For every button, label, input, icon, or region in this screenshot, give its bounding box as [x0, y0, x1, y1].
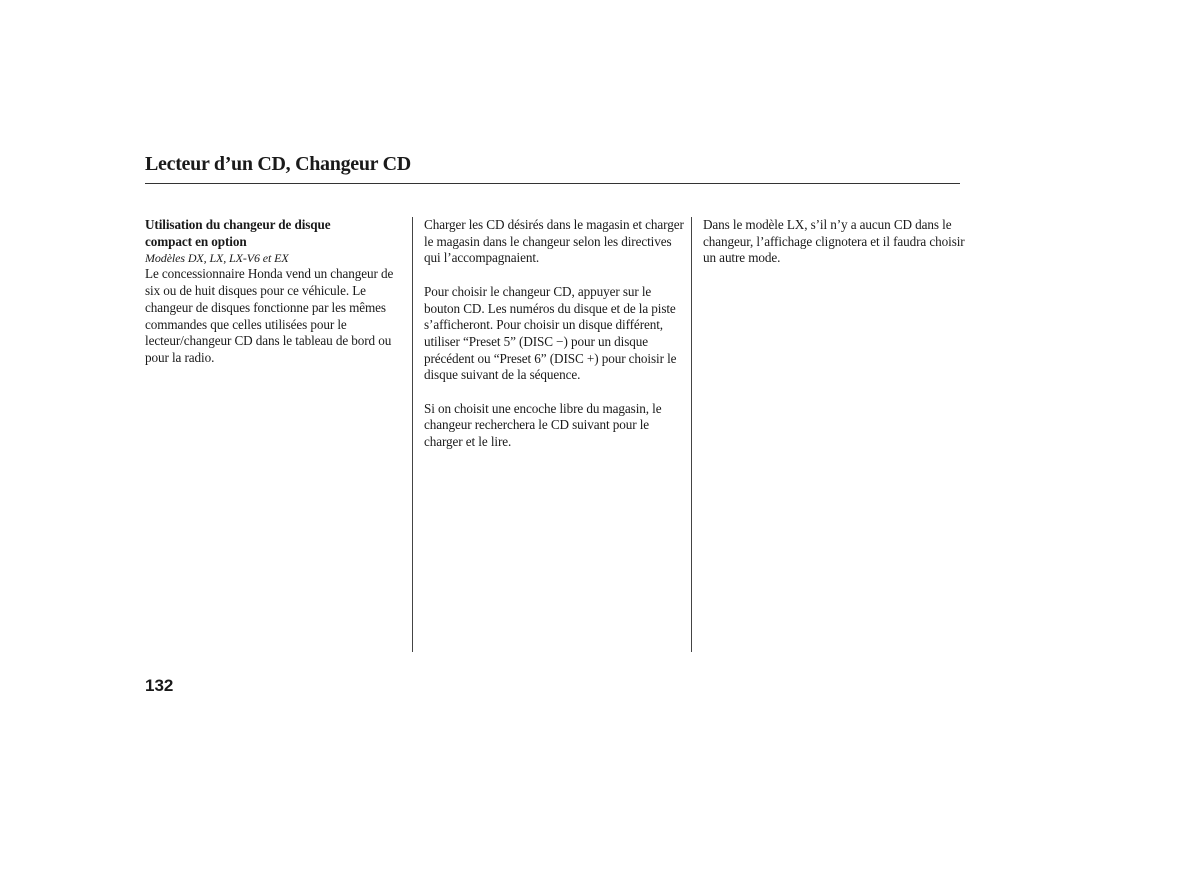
left-body-paragraph: Le concessionnaire Honda vend un changeur de six ou de huit disques pour ce véhicule. Le changeur de disques fonctionne par les mêmes commandes que celles utilisées pour le lecteur/changeur CD dans le tableau de bord ou pour la radio. — [145, 266, 394, 365]
page-number: 132 — [145, 676, 174, 695]
section-heading-line-2: compact en option — [145, 233, 247, 249]
column-right — [703, 217, 965, 267]
middle-paragraph-1: Charger les CD désirés dans le magasin et charger le magasin dans le changeur selon les directives qui l’accompagnaient. — [424, 217, 684, 266]
column-left — [145, 217, 403, 367]
title-rule — [145, 183, 960, 184]
right-paragraph-1: Dans le modèle LX, s’il n’y a aucun CD dans le changeur, l’affichage clignotera et il faudra choisir un autre mode. — [703, 217, 965, 266]
column-divider-1 — [412, 217, 413, 652]
column-middle — [424, 217, 686, 451]
section-heading-line-1: Utilisation du changeur de disque — [145, 217, 331, 232]
page-title: Lecteur d’un CD, Changeur CD — [145, 153, 411, 175]
models-note: Modèles DX, LX, LX-V6 et EX — [145, 251, 289, 266]
middle-paragraph-3: Si on choisit une encoche libre du magasin, le changeur recherchera le CD suivant pour le charger et le lire. — [424, 400, 662, 450]
section-heading — [145, 217, 403, 250]
column-divider-2 — [691, 217, 692, 652]
middle-paragraph-2: Pour choisir le changeur CD, appuyer sur le bouton CD. Les numéros du disque et de la piste s’afficheront. Pour choisir un disque différent, utiliser “Preset 5” (DISC −) pour un disque précédent ou “Preset 6” (DISC +) pour choisir le disque suivant de la séquence. — [424, 283, 677, 383]
